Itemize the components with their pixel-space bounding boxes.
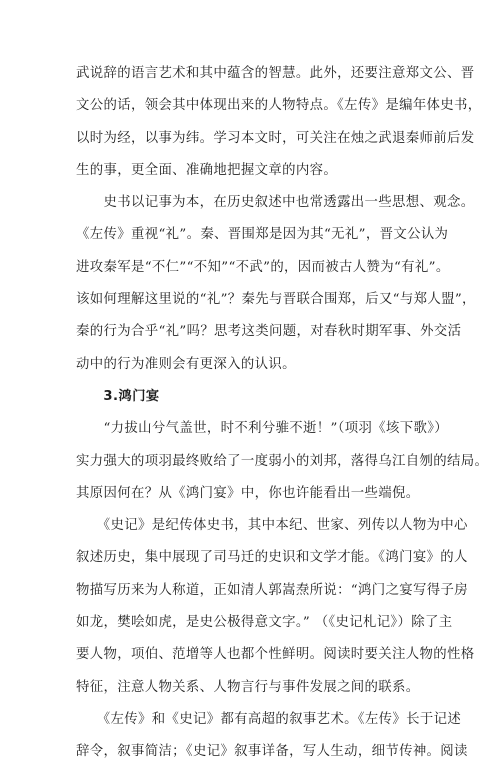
text-line: 实力强大的项羽最终败给了一度弱小的刘邦，落得乌江自刎的结局。 xyxy=(76,453,489,469)
text-line: 特征，注意人物关系、人物言行与事件发展之间的联系。 xyxy=(76,679,420,695)
text-line: 武说辞的语言艺术和其中蕴含的智慧。此外，还要注意郑文公、晋 xyxy=(76,66,475,81)
text-line: “力拔山兮气盖世，时不利兮骓不逝！”（项羽《垓下歌》） xyxy=(76,421,448,437)
text-line: 史书以记事为本，在历史叙述中也常透露出一些思想、观念。 xyxy=(76,195,475,211)
text-line: 以时为经，以事为纬。学习本文时，可关注在烛之武退秦师前后发 xyxy=(76,130,475,146)
text-line: 《左传》重视“礼”。秦、晋围郑是因为其“无礼”，晋文公认为 xyxy=(76,227,449,243)
text-line: 动中的行为准则会有更深入的认识。 xyxy=(76,356,296,372)
text-line: 进攻秦军是“不仁”“不知”“不武”的，因而被古人赞为“有礼”。 xyxy=(76,259,450,275)
text-line: 文公的话，领会其中体现出来的人物特点。《左传》是编年体史书， xyxy=(76,98,482,114)
body-text xyxy=(76,58,489,769)
text-line: 要人物，项伯、范增等人也都个性鲜明。阅读时要关注人物的性格 xyxy=(76,647,475,663)
text-line: 生的事，更全面、准确地把握文章的内容。 xyxy=(76,162,338,178)
text-line: 秦的行为合乎“礼”吗？思考这类问题，对春秋时期军事、外交活 xyxy=(76,324,462,340)
text-line: 《左传》和《史记》都有高超的叙事艺术。《左传》长于记述 xyxy=(76,711,462,727)
text-line: 如龙，樊哙如虎，是史公极得意文字。” （《史记札记》）除了主 xyxy=(76,615,453,631)
text-line: 叙述历史，集中展现了司马迁的史识和文学才能。《鸿门宴》的人 xyxy=(76,550,468,566)
section-heading: 3.鸿门宴 xyxy=(76,388,160,404)
text-line: 《史记》是纪传体史书，其中本纪、世家、列传以人物为中心 xyxy=(76,518,468,534)
text-line: 该如何理解这里说的“礼”？秦先与晋联合围郑，后又“与郑人盟”， xyxy=(76,292,476,308)
text-line: 辞令，叙事简洁；《史记》叙事详备，写人生动，细节传神。阅读 xyxy=(76,744,468,760)
text-line: 物描写历来为人称道，正如清人郭嵩焘所说：“鸿门之宴写得子房 xyxy=(76,582,468,598)
text-line: 其原因何在？从《鸿门宴》中，你也许能看出一些端倪。 xyxy=(76,485,420,501)
